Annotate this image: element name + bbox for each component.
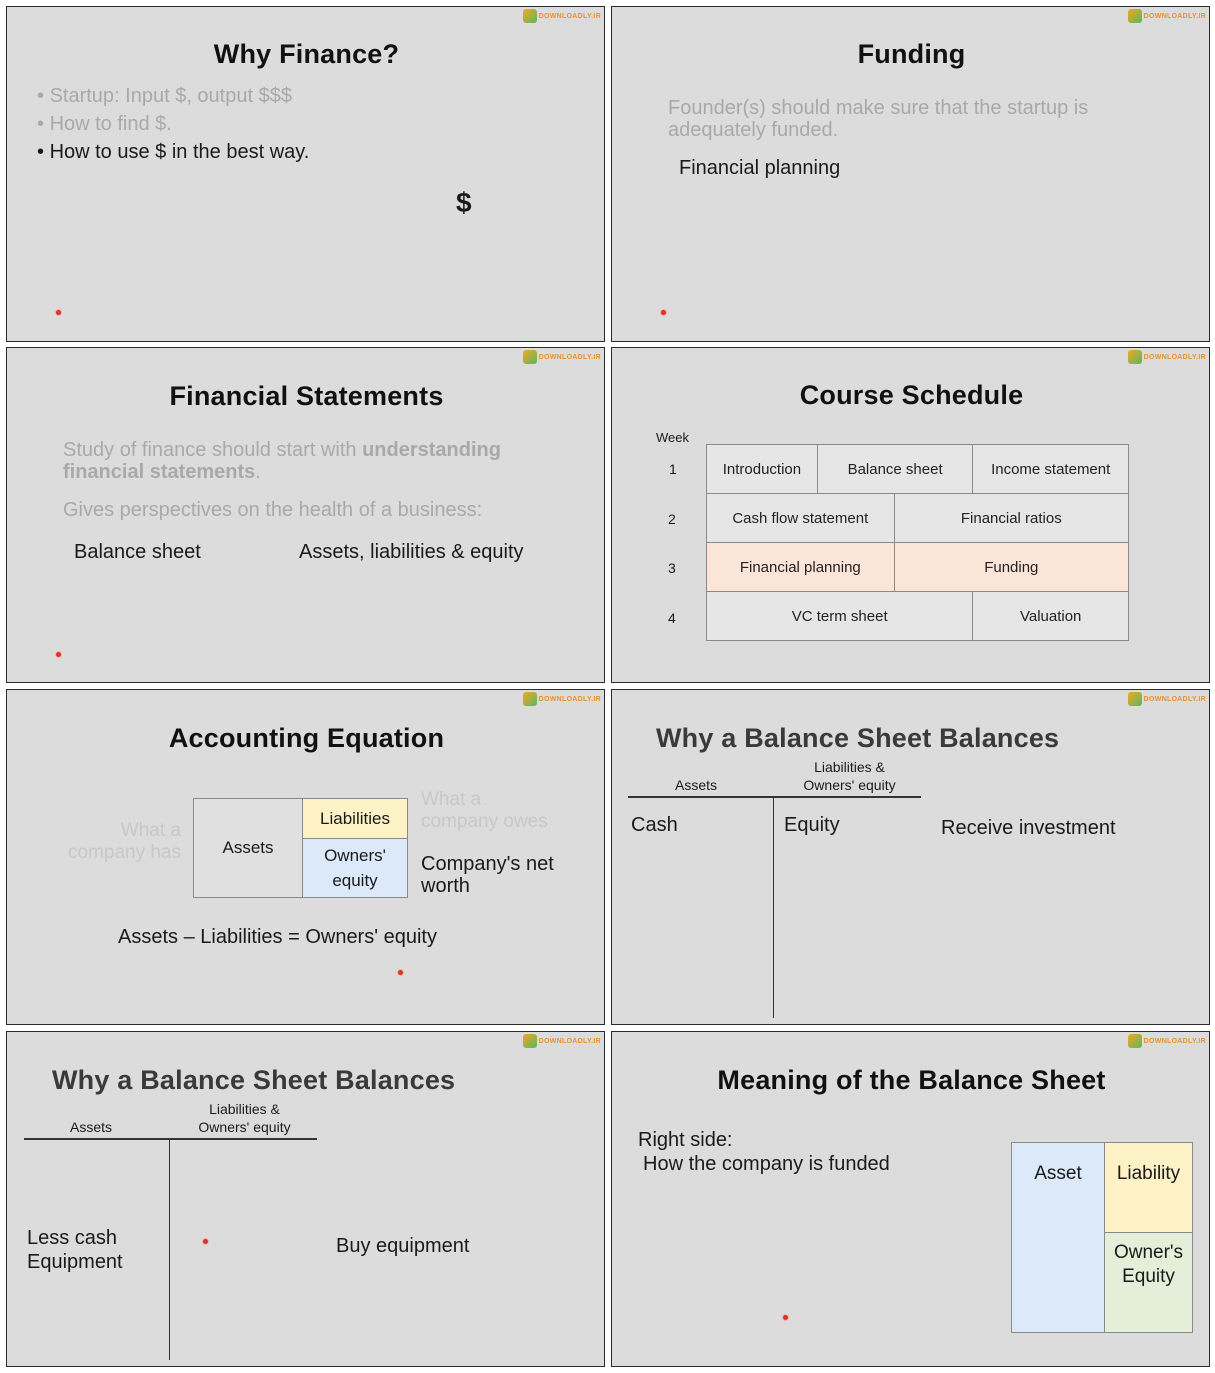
slide-title: Why Finance? [213,39,400,69]
t-account-horizontal-line [24,1138,317,1140]
slide-title: Financial Statements [169,381,444,411]
watermark-text: DOWNLOADLY.IR [538,12,601,20]
watermark-text: DOWNLOADLY.IR [538,1037,601,1045]
bullet-3-text: How to use $ in the best way. [49,141,310,163]
watermark-logo [1128,1034,1206,1048]
buy-equipment-text: Buy equipment [336,1235,470,1257]
watermark-text: DOWNLOADLY.IR [538,353,601,361]
right-side-label: Right side: [638,1129,733,1151]
schedule-cell: Cash flow statement [707,494,895,543]
how-funded-text: How the company is funded [643,1153,890,1175]
liabilities-header-2: Owners' equity [803,777,896,793]
net-worth-2: worth [421,875,470,897]
week-number: 4 [668,610,676,626]
watermark-logo [523,9,601,23]
logo-icon [1128,9,1142,23]
schedule-cell: Introduction [707,445,818,494]
study-text: Study of finance should start with [63,439,363,461]
watermark-logo [523,692,601,706]
week-number: 3 [668,560,676,576]
week-number: 2 [668,511,676,527]
schedule-cell: Financial ratios [894,494,1128,543]
what-company-has-2: company has [67,842,181,863]
schedule-cell: Balance sheet [817,445,973,494]
bullet-2-text: How to find $. [49,113,172,135]
study-period: . [255,461,261,483]
liabilities-box: Liabilities [302,798,408,839]
schedule-cell: Financial planning [707,543,895,592]
week-header: Week [656,430,689,445]
slide-title: Why a Balance Sheet Balances [656,723,1060,753]
slide-title: Why a Balance Sheet Balances [52,1065,456,1095]
owners-equity-box [1104,1232,1193,1333]
week-number: 1 [669,461,677,477]
financial-planning-text: Financial planning [679,157,841,179]
liabilities-header-2: Owners' equity [198,1119,291,1135]
table-row [707,543,1129,592]
watermark-text: DOWNLOADLY.IR [538,695,601,703]
owners-equity-line-1: Owners' [324,846,386,865]
bullet-3: • How to use $ in the best way. [37,141,310,163]
assets-liabilities-equity-text: Assets, liabilities & equity [299,541,524,563]
pointer-cursor-icon [783,1315,788,1320]
funding-line-1: Founder(s) should make sure that the startup is [668,97,1089,119]
assets-header: Assets [70,1119,113,1135]
balance-sheet-text: Balance sheet [74,541,201,563]
slide-meaning-balance-sheet[interactable] [611,1031,1210,1367]
logo-icon [523,350,537,364]
schedule-cell: Valuation [973,592,1129,641]
owners-equity-box [302,838,408,898]
watermark-logo [1128,692,1206,706]
logo-icon [1128,692,1142,706]
bullet-2: • How to find $. [37,113,172,135]
slide-title: Funding [857,39,966,69]
liabilities-header-1: Liabilities & [814,759,885,775]
receive-investment-text: Receive investment [941,817,1116,839]
table-row [707,494,1129,543]
watermark-logo [523,350,601,364]
schedule-cell: VC term sheet [707,592,973,641]
schedule-cell: Funding [894,543,1128,592]
logo-icon [1128,1034,1142,1048]
study-bold-2: financial statements [63,461,256,483]
owners-equity-line-2: Equity [1122,1266,1175,1287]
table-row [707,445,1129,494]
liability-box: Liability [1104,1142,1193,1233]
slide-balance-sheet-balances-1[interactable] [611,689,1210,1025]
assets-header: Assets [675,777,718,793]
study-line-2 [63,461,261,484]
assets-box: Assets [193,798,303,898]
t-account-horizontal-line [628,796,921,798]
slide-course-schedule[interactable] [611,347,1210,683]
watermark-text: DOWNLOADLY.IR [1143,353,1206,361]
asset-box: Asset [1011,1142,1105,1333]
slide-funding[interactable] [611,6,1210,342]
pointer-cursor-icon [56,310,61,315]
less-cash-entry: Less cash [27,1227,118,1249]
liabilities-header-1: Liabilities & [209,1101,280,1117]
study-bold-1: understanding [362,439,501,461]
slide-why-finance[interactable] [6,6,605,342]
pointer-cursor-icon [56,652,61,657]
schedule-cell: Income statement [973,445,1129,494]
t-account-vertical-line [773,797,774,1018]
slide-title: Course Schedule [799,380,1024,410]
slide-title: Accounting Equation [168,723,445,753]
slide-balance-sheet-balances-2[interactable] [6,1031,605,1367]
equity-entry: Equity [784,814,840,836]
what-company-owes-1: What a [421,789,482,810]
cash-entry: Cash [631,814,678,836]
watermark-logo [1128,9,1206,23]
accounting-equation-text: Assets – Liabilities = Owners' equity [118,926,437,948]
dollar-symbol: $ [456,187,472,218]
pointer-cursor-icon [661,310,666,315]
slide-financial-statements[interactable] [6,347,605,683]
watermark-logo [523,1034,601,1048]
bullet-1: • Startup: Input $, output $$$ [37,85,292,107]
funding-line-2: adequately funded. [668,119,839,141]
watermark-text: DOWNLOADLY.IR [1143,1037,1206,1045]
perspectives-text: Gives perspectives on the health of a business: [63,499,483,521]
schedule-table [706,444,1129,641]
logo-icon [523,1034,537,1048]
net-worth-1: Company's net [421,853,554,875]
equipment-entry: Equipment [27,1251,123,1273]
watermark-text: DOWNLOADLY.IR [1143,695,1206,703]
owners-equity-line-1: Owner's [1113,1242,1184,1263]
pointer-cursor-icon [398,970,403,975]
what-company-has-1: What a [120,820,181,841]
logo-icon [523,9,537,23]
logo-icon [523,692,537,706]
owners-equity-line-2: equity [332,871,378,890]
watermark-logo [1128,350,1206,364]
pointer-cursor-icon [203,1239,208,1244]
watermark-text: DOWNLOADLY.IR [1143,12,1206,20]
logo-icon [1128,350,1142,364]
slide-accounting-equation[interactable] [6,689,605,1025]
what-company-owes-2: company owes [421,811,548,832]
slide-title: Meaning of the Balance Sheet [717,1065,1106,1095]
table-row [707,592,1129,641]
bullet-1-text: Startup: Input $, output $$$ [49,85,292,107]
study-line-1 [63,439,501,462]
t-account-vertical-line [169,1139,170,1360]
